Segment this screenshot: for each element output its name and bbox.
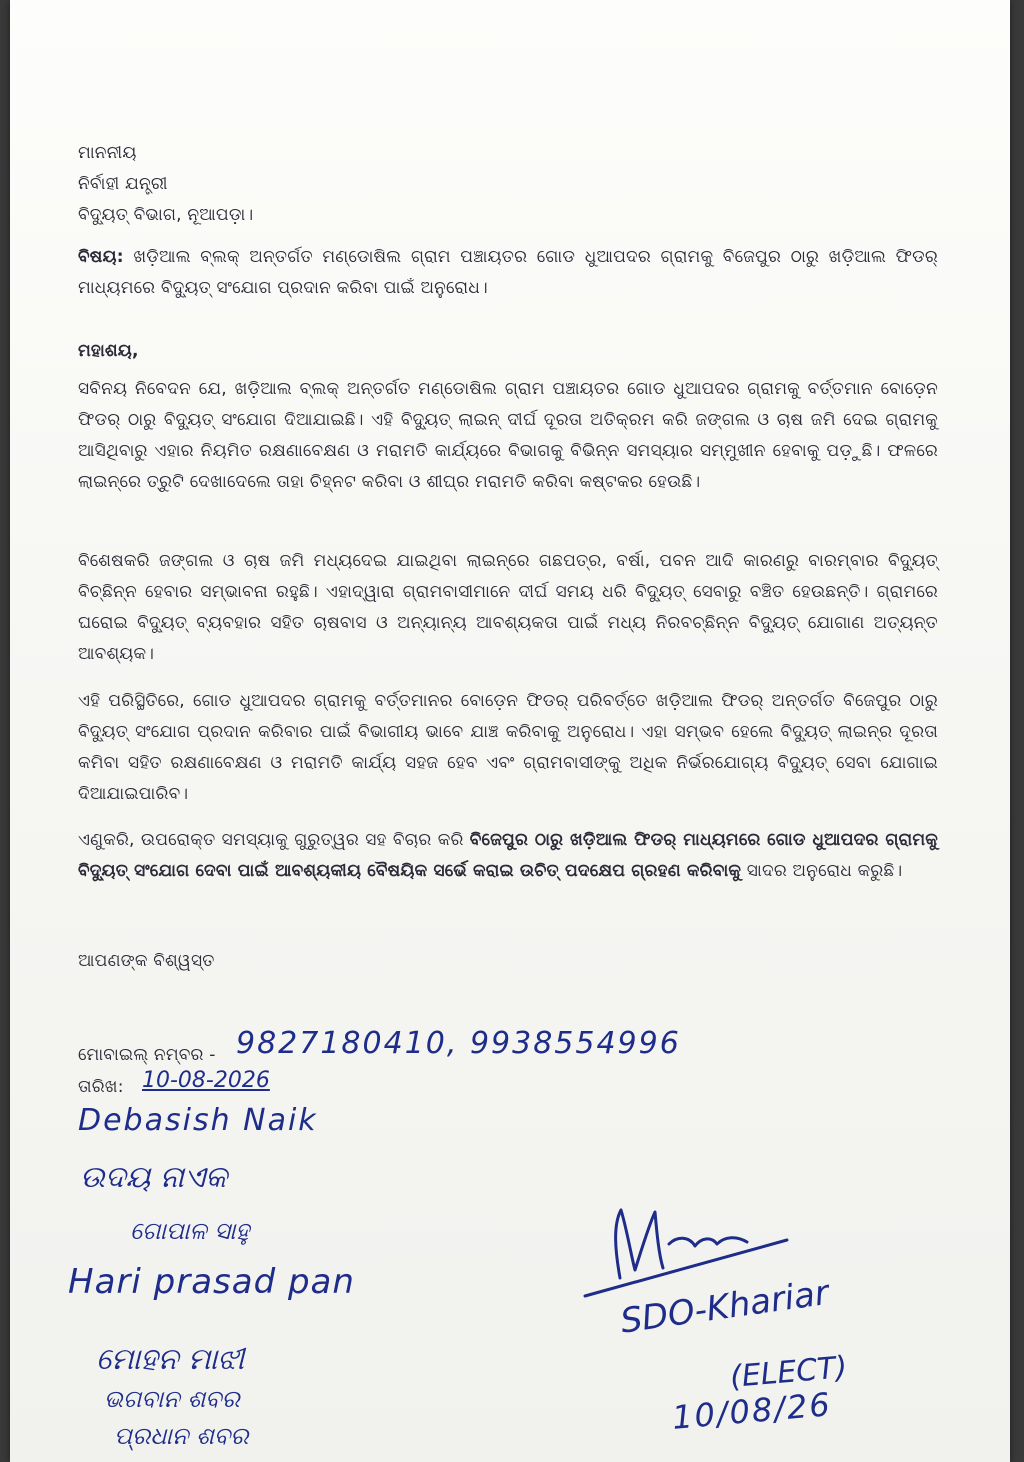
signatory-2: ଉଦୟ ନାଏକ [80,1160,228,1195]
address-block [78,138,938,231]
subject-text: ଖଡ଼ିଆଲ ବ୍ଲକ୍ ଅନ୍ତର୍ଗତ ମଣ୍ଡୋଷିଲ ଗ୍ରାମ ପଞ୍ଚାୟତର ଗୋଡ ଧୁଆପଦର ଗ୍ରାମକୁ ବିଜେପୁର ଠାରୁ ଖଡ଼ିଆଲ ଫିଡର୍ ମାଧ୍ୟମରେ ବିଦ୍ୟୁତ୍ ସଂଯୋଗ ପ୍ରଦାନ କରିବା ପାଇଁ ଅନୁରୋଧ। [78,247,938,298]
paragraph-3-text: ଏହି ପରିସ୍ଥିତିରେ, ଗୋଡ ଧୁଆପଦର ଗ୍ରାମକୁ ବର୍ତ୍ତମାନର ବୋଡ଼େନ ଫିଡର୍ ପରିବର୍ତ୍ତେ ଖଡ଼ିଆଲ ଫିଡର୍ ଅନ୍ତର୍ଗତ ବିଜେପୁର ଠାରୁ ବିଦ୍ୟୁତ୍ ସଂଯୋଗ ପ୍ରଦାନ କରିବାର ପାଇଁ ବିଭାଗୀୟ ଭାବେ ଯାଞ୍ଚ କରିବାକୁ ଅନୁରୋଧ। ଏହା ସମ୍ଭବ ହେଲେ ବିଦ୍ୟୁତ୍ ଲାଇନ୍‌ର ଦୂରତା କମିବା ସହିତ ରକ୍ଷଣାବେକ୍ଷଣ ଓ ମରାମତି କାର୍ଯ୍ୟ ସହଜ ହେବ ଏବଂ ଗ୍ରାମବାସୀଙ୍କୁ ଅଧିକ ନିର୍ଭରଯୋଗ୍ୟ ବିଦ୍ୟୁତ୍ ସେବା ଯୋଗାଇ ଦିଆଯାଇପାରିବ। [78,691,938,804]
signatory-4: Hari prasad pan [68,1262,355,1302]
paragraph-3 [78,686,938,810]
signatory-3: ଗୋପାଳ ସାହୁ [130,1217,250,1245]
paragraph-2-text: ବିଶେଷକରି ଜଙ୍ଗଲ ଓ ଚାଷ ଜମି ମଧ୍ୟଦେଇ ଯାଇଥିବା ଲାଇନ୍‌ରେ ଗଛପତ୍ର, ବର୍ଷା, ପବନ ଆଦି କାରଣରୁ ବାରମ୍ବାର ବିଦ୍ୟୁତ୍ ବିଚ୍ଛିନ୍ନ ହେବାର ସମ୍ଭାବନା ରହୁଛି। ଏହାଦ୍ୱାରା ଗ୍ରାମବାସୀମାନେ ଦୀର୍ଘ ସମୟ ଧରି ବିଦ୍ୟୁତ୍ ସେବାରୁ ବଞ୍ଚିତ ହେଉଛନ୍ତି। ଗ୍ରାମରେ ଘରୋଇ ବିଦ୍ୟୁତ୍ ବ୍ୟବହାର ସହିତ ଚାଷବାସ ଓ ଅନ୍ୟାନ୍ୟ ଆବଶ୍ୟକତା ପାଇଁ ମଧ୍ୟ ନିରବଚ୍ଛିନ୍ନ ବିଦ୍ୟୁତ୍ ଯୋଗାଣ ଅତ୍ୟନ୍ତ ଆବଶ୍ୟକ। [78,551,938,664]
letter-sheet [10,0,1010,1462]
paragraph-1-text: ସବିନୟ ନିବେଦନ ଯେ, ଖଡ଼ିଆଲ ବ୍ଲକ୍ ଅନ୍ତର୍ଗତ ମଣ୍ଡୋଷିଲ ଗ୍ରାମ ପଞ୍ଚାୟତର ଗୋଡ ଧୁଆପଦର ଗ୍ରାମକୁ ବର୍ତ୍ତମାନ ବୋଡ଼େନ ଫିଡର୍ ଠାରୁ ବିଦ୍ୟୁତ୍ ସଂଯୋଗ ଦିଆଯାଇଛି। ଏହି ବିଦ୍ୟୁତ୍ ଲାଇନ୍ ଦୀର୍ଘ ଦୂରତା ଅତିକ୍ରମ କରି ଜଙ୍ଗଲ ଓ ଚାଷ ଜମି ଦେଇ ଗ୍ରାମକୁ ଆସିଥିବାରୁ ଏହାର ନିୟମିତ ରକ୍ଷଣାବେକ୍ଷଣ ଓ ମରାମତି କାର୍ଯ୍ୟରେ ବିଭାଗକୁ ବିଭିନ୍ନ ସମସ୍ୟାର ସମ୍ମୁଖୀନ ହେବାକୁ ପଡ଼ୁଛି। ଫଳରେ ଲାଇନ୍‌ରେ ତ୍ରୁଟି ଦେଖାଦେଲେ ତାହା ଚିହ୍ନଟ କରିବା ଓ ଶୀଘ୍ର ମରାମତି କରିବା କଷ୍ଟକର ହେଉଛି। [78,379,938,492]
subject-block [78,242,938,304]
paragraph-4 [78,825,938,887]
official-date: 10/08/26 [670,1385,834,1437]
address-line-1: ମାନନୀୟ [78,143,137,163]
paragraph-4-start: ଏଣୁକରି, ଉପରୋକ୍ତ ସମସ୍ୟାକୁ ଗୁରୁତ୍ୱର ସହ ବିଚାର କରି [78,830,470,850]
paragraph-4-bold: ବିଜେପୁର ଠାରୁ ଖଡ଼ିଆଲ ଫିଡର୍ ମାଧ୍ୟମରେ ଗୋଡ ଧୁଆପଦର ଗ୍ରାମକୁ ବିଦ୍ୟୁତ୍ ସଂଯୋଗ ଦେବା ପାଇଁ ଆବଶ୍ୟକୀୟ ବୈଷୟିକ ସର୍ଭେ କରାଇ ଉଚିତ୍ ପଦକ୍ଷେପ ଗ୍ରହଣ କରିବାକୁ [78,830,938,881]
paragraph-2 [78,546,938,670]
address-line-2: ନିର୍ବାହୀ ଯନ୍ତ୍ରୀ [78,174,168,194]
date-label: ତାରିଖ: [78,1077,124,1097]
paragraph-4-end: ସାଦର ଅନୁରୋଧ କରୁଛି। [741,861,903,881]
signatory-1: Debasish Naik [78,1103,318,1138]
mobile-value: 9827180410, 9938554996 [236,1026,681,1061]
subject-label: ବିଷୟ: [78,247,124,267]
closing: ଆପଣଙ୍କ ବିଶ୍ୱସ୍ତ [78,951,215,971]
date-row [78,1072,124,1103]
signatory-5: ମୋହନ ମାଝୀ [96,1342,245,1377]
salutation: ମହାଶୟ, [78,341,139,361]
paragraph-1 [78,374,938,498]
signatory-6: ଭଗବାନ ଶବର [104,1385,240,1413]
official-dept: (ELECT) [728,1349,849,1396]
date-value: 10-08-2026 [142,1068,270,1093]
address-line-3: ବିଦ୍ୟୁତ୍ ବିଭାଗ, ନୂଆପଡ଼ା। [78,205,254,225]
mobile-row [78,1040,216,1071]
signatory-7: ପ୍ରଧାନ ଶବର [114,1422,249,1450]
official-designation: SDO-Khariar [618,1272,832,1342]
mobile-label: ମୋବାଇଲ୍ ନମ୍ବର - [78,1045,216,1065]
